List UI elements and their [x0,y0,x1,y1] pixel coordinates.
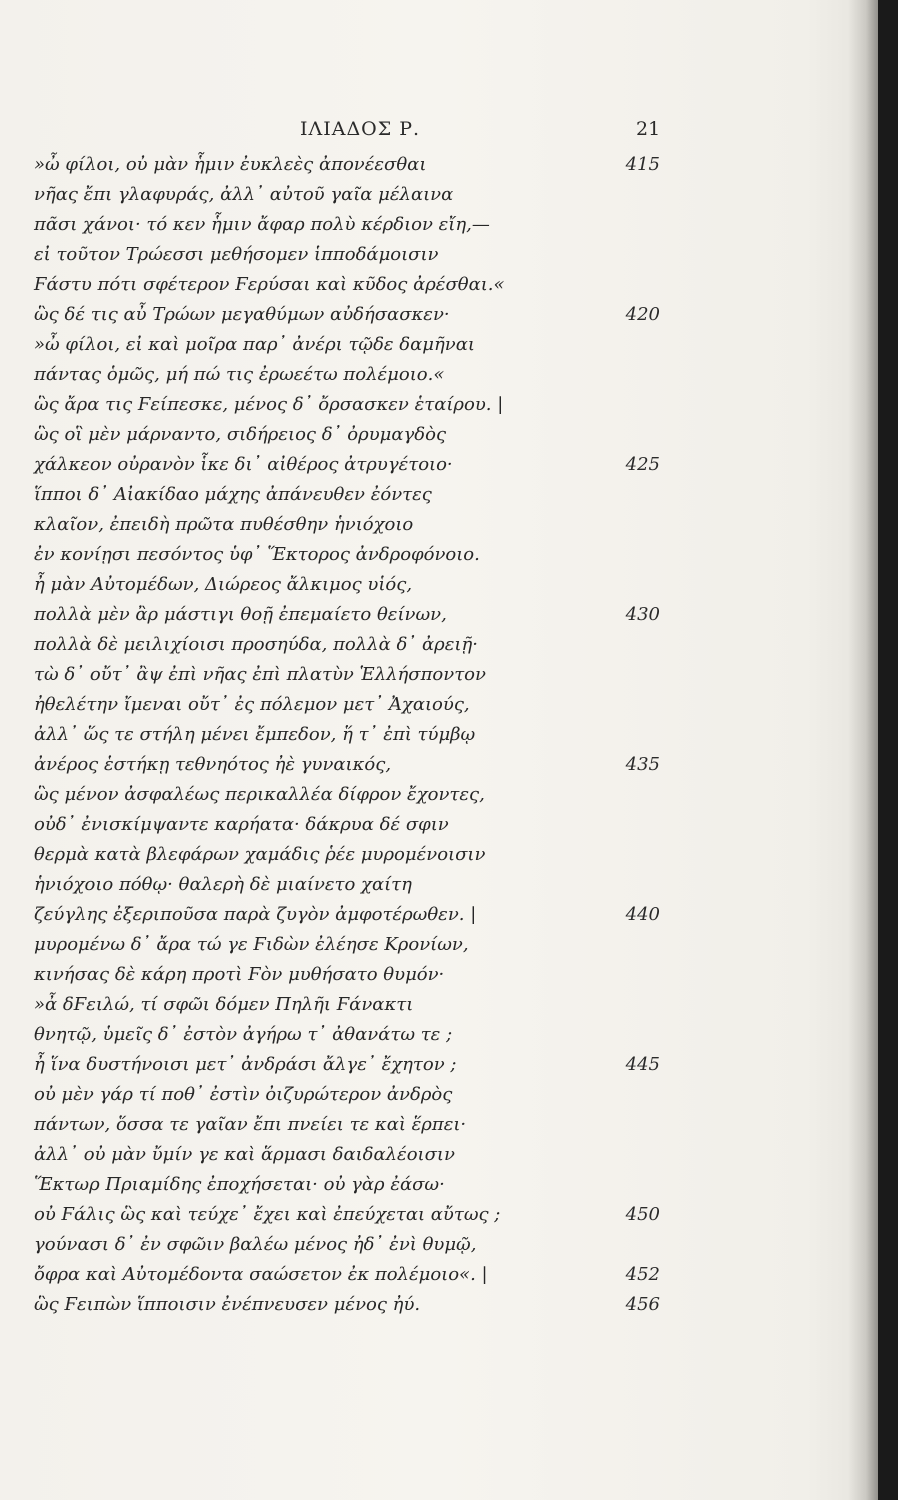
verse-line [0,360,878,390]
verse-line [0,480,878,510]
verse-line [0,1200,878,1230]
page-number: 21 [636,118,661,140]
verse-line [0,660,878,690]
verse-text: τὼ δ᾽ οὔτ᾽ ἂψ ἐπὶ νῆας ἐπὶ πλατὺν Ἑλλήσποντον [34,664,486,685]
verse-text: πολλὰ δὲ μειλιχίοισι προσηύδα, πολλὰ δ᾽ ἀρειῇ· [34,634,478,655]
verse-text: ἦ ἵνα δυστήνοισι μετ᾽ ἀνδράσι ἄλγε᾽ ἔχητον ; [34,1054,457,1075]
line-number: 425 [625,454,660,475]
verse-line [0,1050,878,1080]
verse-text: ὣς μένον ἀσφαλέως περικαλλέα δίφρον ἔχοντες, [34,784,485,805]
verse-list [0,150,878,1320]
line-number: 420 [625,304,660,325]
verse-line [0,510,878,540]
verse-text: ζεύγλης ἐξεριποῦσα παρὰ ζυγὸν ἀμφοτέρωθεν. | [34,904,477,925]
verse-line [0,990,878,1020]
verse-line [0,450,878,480]
verse-line [0,150,878,180]
scan-background-strip [878,0,898,1500]
verse-line [0,690,878,720]
line-number: 430 [625,604,660,625]
verse-text: ἦ μὰν Αὐτομέδων, Διώρεος ἄλκιμος υἱός, [34,574,413,595]
running-head: ΙΛΙΑΔΟΣ Ρ. [300,118,421,140]
verse-text: πάντας ὁμῶς, μή πώ τις ἐρωεέτω πολέμοιο.« [34,364,445,385]
verse-text: οὐ μὲν γάρ τί ποθ᾽ ἐστὶν ὀιζυρώτερον ἀνδρὸς [34,1084,453,1105]
verse-text: ἡνιόχοιο πόθῳ· θαλερὴ δὲ μιαίνετο χαίτη [34,874,412,895]
verse-text: ὣς οἳ μὲν μάρναντο, σιδήρειος δ᾽ ὀρυμαγδὸς [34,424,447,445]
verse-text: »ἆ δϜειλώ, τί σφῶι δόμεν Πηλῆι Ϝάνακτι [34,994,414,1015]
verse-text: χάλκεον οὐρανὸν ἷκε δι᾽ αἰθέρος ἀτρυγέτοιο· [34,454,453,475]
verse-text: κινήσας δὲ κάρη προτὶ Ϝὸν μυθήσατο θυμόν· [34,964,445,985]
verse-line [0,1080,878,1110]
verse-line [0,1170,878,1200]
line-number: 450 [625,1204,660,1225]
verse-line [0,1260,878,1290]
verse-line [0,210,878,240]
verse-text: εἰ τοῦτον Τρώεσσι μεθήσομεν ἱπποδάμοισιν [34,244,439,265]
verse-text: νῆας ἔπι γλαφυράς, ἀλλ᾽ αὐτοῦ γαῖα μέλαινα [34,184,454,205]
verse-line [0,180,878,210]
line-number: 435 [625,754,660,775]
verse-line [0,810,878,840]
verse-text: Ϝάστυ πότι σφέτερον Ϝερύσαι καὶ κῦδος ἀρέσθαι.« [34,274,505,295]
verse-text: πάντων, ὅσσα τε γαῖαν ἔπι πνείει τε καὶ ἕρπει· [34,1114,467,1135]
verse-text: γούνασι δ᾽ ἐν σφῶιν βαλέω μένος ἠδ᾽ ἐνὶ θυμῷ, [34,1234,477,1255]
verse-text: »ὦ φίλοι, οὐ μὰν ἧμιν ἐυκλεὲς ἀπονέεσθαι [34,154,427,175]
verse-text: ἀνέρος ἑστήκῃ τεθνηότος ἠὲ γυναικός, [34,754,392,775]
line-number: 456 [625,1294,660,1315]
verse-text: πᾶσι χάνοι· τό κεν ἧμιν ἄφαρ πολὺ κέρδιον εἴη,— [34,214,490,235]
verse-text: θνητῷ, ὑμεῖς δ᾽ ἐστὸν ἀγήρω τ᾽ ἀθανάτω τε ; [34,1024,453,1045]
verse-line [0,540,878,570]
verse-text: κλαῖον, ἐπειδὴ πρῶτα πυθέσθην ἡνιόχοιο [34,514,414,535]
verse-line [0,720,878,750]
verse-line [0,300,878,330]
verse-text: ἠθελέτην ἴμεναι οὔτ᾽ ἐς πόλεμον μετ᾽ Ἀχαιούς, [34,694,470,715]
verse-line [0,1020,878,1050]
verse-line [0,570,878,600]
verse-line [0,270,878,300]
verse-line [0,600,878,630]
verse-text: ἀλλ᾽ οὐ μὰν ὔμίν γε καὶ ἅρμασι δαιδαλέοισιν [34,1144,455,1165]
verse-line [0,390,878,420]
verse-text: ὄφρα καὶ Αὐτομέδοντα σαώσετον ἐκ πολέμοιο«. | [34,1264,488,1285]
verse-text: »ὦ φίλοι, εἰ καὶ μοῖρα παρ᾽ ἀνέρι τῷδε δαμῆναι [34,334,475,355]
verse-text: ὣς ἄρα τις Ϝείπεσκε, μένος δ᾽ ὄρσασκεν ἑταίρου. | [34,394,504,415]
line-number: 445 [625,1054,660,1075]
verse-line [0,870,878,900]
verse-text: οὐδ᾽ ἐνισκίμψαντε καρήατα· δάκρυα δέ σφιν [34,814,449,835]
verse-line [0,1110,878,1140]
verse-line [0,900,878,930]
verse-line [0,1140,878,1170]
verse-text: Ἕκτωρ Πριαμίδης ἐποχήσεται· οὐ γὰρ ἐάσω· [34,1174,445,1195]
page-header [0,118,878,148]
verse-line [0,240,878,270]
verse-line [0,960,878,990]
verse-line [0,750,878,780]
verse-line [0,330,878,360]
verse-text: ἵπποι δ᾽ Αἰακίδαο μάχης ἀπάνευθεν ἐόντες [34,484,432,505]
verse-text: ἐν κονίῃσι πεσόντος ὑφ᾽ Ἕκτορος ἀνδροφόνοιο. [34,544,480,565]
verse-line [0,840,878,870]
verse-text: θερμὰ κατὰ βλεφάρων χαμάδις ῥέε μυρομένοισιν [34,844,486,865]
verse-line [0,630,878,660]
verse-line [0,1290,878,1320]
verse-line [0,1230,878,1260]
verse-text: ὣς Ϝειπὼν ἵπποισιν ἐνέπνευσεν μένος ἠύ. [34,1294,421,1315]
verse-line [0,930,878,960]
verse-text: ὣς δέ τις αὖ Τρώων μεγαθύμων αὐδήσασκεν· [34,304,450,325]
verse-line [0,780,878,810]
line-number: 440 [625,904,660,925]
verse-text: πολλὰ μὲν ἂρ μάστιγι θοῇ ἐπεμαίετο θείνων, [34,604,447,625]
verse-text: μυρομένω δ᾽ ἄρα τώ γε Ϝιδὼν ἐλέησε Κρονίων, [34,934,469,955]
verse-line [0,420,878,450]
line-number: 452 [625,1264,660,1285]
verse-text: ἀλλ᾽ ὥς τε στήλη μένει ἔμπεδον, ἥ τ᾽ ἐπὶ τύμβῳ [34,724,476,745]
verse-text: οὐ Ϝάλις ὣς καὶ τεύχε᾽ ἔχει καὶ ἐπεύχεται αὔτως ; [34,1204,501,1225]
line-number: 415 [625,154,660,175]
